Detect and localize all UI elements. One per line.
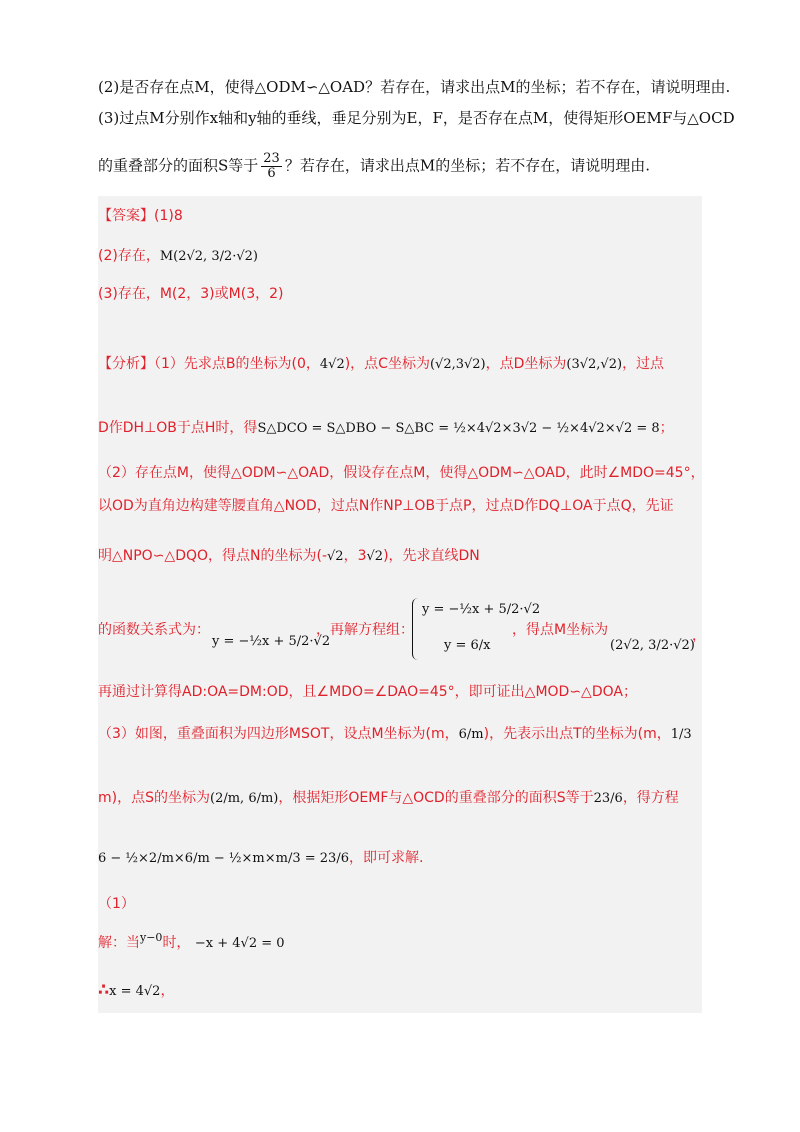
a-l1f: (3√2,√2) [566,357,623,372]
analysis-line-1 [98,354,664,375]
q3-text-b: ？若存在，请求出点M的坐标；若不存在，请说明理由. [284,156,650,175]
question-2: (2)是否存在点M，使得△ODM∽△OAD？若存在，请求出点M的坐标；若不存在，请说明理由. [98,78,731,96]
answer-3: (3)存在，M(2，3)或M(3，2) [98,286,284,302]
a-l8b: 6/m [458,727,484,742]
a-l2a: D作DH⊥OB于点H时，得 [98,420,258,436]
a-l1e: ，点D坐标为 [485,356,567,372]
a-l9e: ，得方程 [622,790,679,806]
a-l5d: √2 [366,549,384,564]
a-l6d2: y = 6/x [444,638,491,653]
a-l6a: 的函数关系式为： [98,622,210,638]
q3-frac-den: 6 [267,166,276,181]
a-l10a: 6 − ½×2/m×6/m − ½×m×m/3 = 23/6 [98,851,349,866]
a-l9d: 23/6 [593,791,623,806]
a-l8c: )，先表示出点T的坐标为(m， [483,726,671,742]
analysis-line-7: 再通过计算得AD:OA=DM:OD，且∠MDO=∠DAO=45°，即可证出△MOD∽△DOA； [98,684,637,700]
a-l10b: ，即可求解. [348,850,424,866]
q3-fraction [261,152,282,181]
a-l1g: ，过点 [622,356,665,372]
a-l5a: 明△NPO∽△DQO，得点N的坐标为(- [98,548,328,564]
answer-2-math: M(2√2, 3/2·√2) [159,249,258,264]
a-l1b: 4√2 [319,357,345,372]
a-l6f: (2√2, 3/2·√2) [610,638,695,653]
analysis-line-9 [98,788,679,809]
a-l5c: ，3 [343,548,367,564]
a-l12b: y−0 [140,931,163,944]
a-l9c: ，根据矩形OEMF与△OCD的重叠部分的面积S等于 [278,790,594,806]
a-l13a: ∴ [98,980,110,999]
a-l2b: S△DCO = S△DBO − S△BC = ½×4√2×3√2 − ½×4√2×√2 = 8 [257,421,660,436]
analysis-line-10 [98,848,423,869]
a-l13b: x = 4√2 [109,984,161,999]
analysis-line-4: 以OD为直角边构建等腰直角△NOD，过点N作NP⊥OB于点P，过点D作DQ⊥OA于点Q，先证 [98,498,674,514]
a-l1a: （1）先求点B的坐标为(0， [154,356,320,372]
analysis-line-5 [98,546,480,567]
answer-2-prefix: (2)存在， [98,248,160,264]
a-l9b: (2/m, 6/m) [210,791,279,806]
a-l5b: √2 [327,549,344,564]
a-l6b: y = −½x + 5/2·√2 [212,634,331,649]
a-l9a: m)，点S的坐标为 [98,790,210,806]
a-l12d: −x + 4√2 = 0 [194,936,285,951]
a-l12a: 解：当 [98,935,140,951]
analysis-label: 【分析】 [98,356,154,372]
a-l8d: 1/3 [670,727,692,742]
q3-text-a: 的重叠部分的面积S等于 [98,156,259,175]
answer-label: 【答案】(1)8 [98,208,183,224]
a-l6c: ，再解方程组： [316,622,414,638]
analysis-line-2 [98,418,674,439]
a-l1c: )，点C坐标为 [344,356,430,372]
q3-frac-num: 23 [263,151,280,166]
a-l6d1: y = −½x + 5/2·√2 [422,602,541,617]
a-l13c: ， [160,983,175,999]
equation-brace [412,598,419,660]
answer-box [98,196,702,1013]
a-l2c: ； [659,420,674,436]
a-l6e: ，得点M坐标为 [512,622,609,638]
analysis-line-3: （2）存在点M，使得△ODM∽△OAD，假设存在点M，使得△ODM∽△OAD，此时∠MDO=45°， [98,465,705,481]
analysis-line-11: （1） [98,896,135,912]
answer-2 [98,246,258,267]
a-l6g: ， [692,628,706,644]
question-3-line2 [98,152,650,181]
a-l5e: )，先求直线DN [383,548,480,564]
a-l1d: (√2,3√2) [429,357,486,372]
a-l8a: （3）如图，重叠面积为四边形MSOT，设点M坐标为(m， [98,726,459,742]
a-l12c: 时， [162,935,191,951]
analysis-line-12 [98,928,285,954]
analysis-line-8 [98,724,692,745]
question-3-line1: (3)过点M分别作x轴和y轴的垂线，垂足分别为E，F，是否存在点M，使得矩形OEMF与△OCD [98,109,735,127]
analysis-line-13 [98,980,174,1002]
